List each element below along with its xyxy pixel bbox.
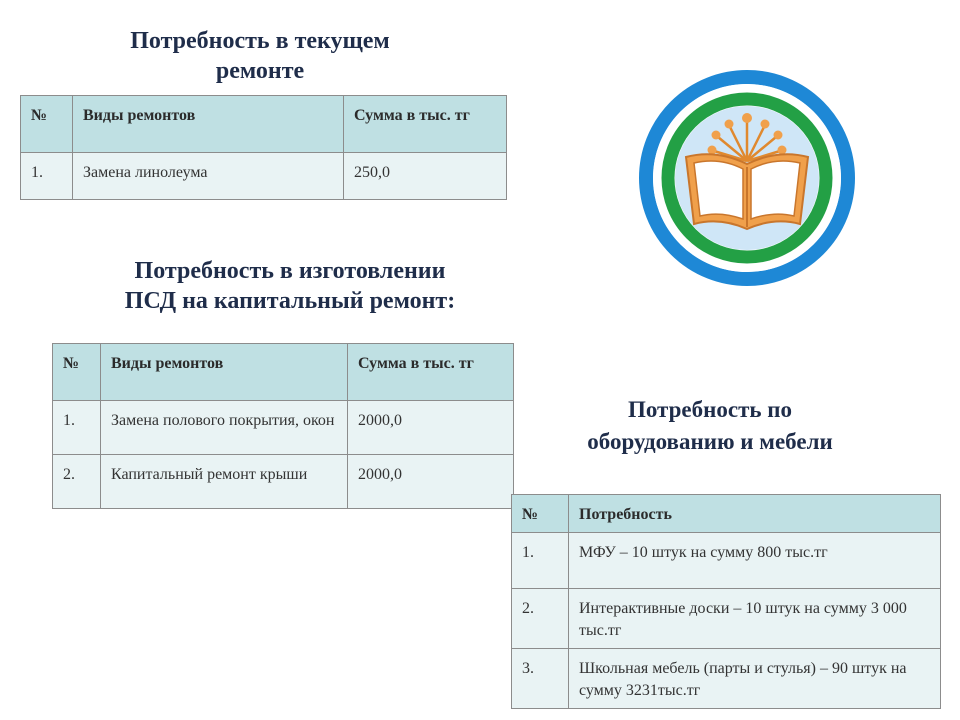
equipment-need: Интерактивные доски – 10 штук на сумму 3 000 тыс.тг: [569, 589, 941, 649]
row-number: 3.: [512, 649, 569, 709]
table-row: [512, 533, 941, 589]
table-header-row: [21, 96, 507, 153]
column-header: Виды ремонтов: [101, 344, 348, 401]
column-header: Сумма в тыс. тг: [344, 96, 507, 153]
table-row: [512, 649, 941, 709]
column-header: Виды ремонтов: [73, 96, 344, 153]
row-number: 2.: [53, 455, 101, 509]
equipment-need: МФУ – 10 штук на сумму 800 тыс.тг: [569, 533, 941, 589]
design-needs-table: [52, 343, 514, 509]
repair-type: Замена линолеума: [73, 153, 344, 200]
equipment-needs-table: [511, 494, 941, 709]
school-emblem-logo: [638, 69, 856, 287]
repair-type: Замена полового покрытия, окон: [101, 401, 348, 455]
column-header: №: [53, 344, 101, 401]
table-row: [21, 153, 507, 200]
column-header: Потребность: [569, 495, 941, 533]
repair-needs-title: Потребность в текущем ремонте: [130, 28, 390, 84]
table-row: [53, 455, 514, 509]
row-number: 1.: [512, 533, 569, 589]
repair-needs-table: [20, 95, 507, 200]
column-header: №: [512, 495, 569, 533]
design-needs-title: Потребность в изготовлении ПСД на капитальный ремонт:: [124, 258, 456, 314]
column-header: Сумма в тыс. тг: [348, 344, 514, 401]
table-row: [512, 589, 941, 649]
amount-cell: 250,0: [344, 153, 507, 200]
repair-type: Капитальный ремонт крыши: [101, 455, 348, 509]
row-number: 1.: [21, 153, 73, 200]
column-header: №: [21, 96, 73, 153]
table-header-row: [512, 495, 941, 533]
amount-cell: 2000,0: [348, 401, 514, 455]
amount-cell: 2000,0: [348, 455, 514, 509]
equipment-need: Школьная мебель (парты и стулья) – 90 штук на сумму 3231тыс.тг: [569, 649, 941, 709]
table-row: [53, 401, 514, 455]
row-number: 2.: [512, 589, 569, 649]
table-header-row: [53, 344, 514, 401]
equipment-needs-title: Потребность по оборудованию и мебели: [587, 397, 833, 454]
row-number: 1.: [53, 401, 101, 455]
